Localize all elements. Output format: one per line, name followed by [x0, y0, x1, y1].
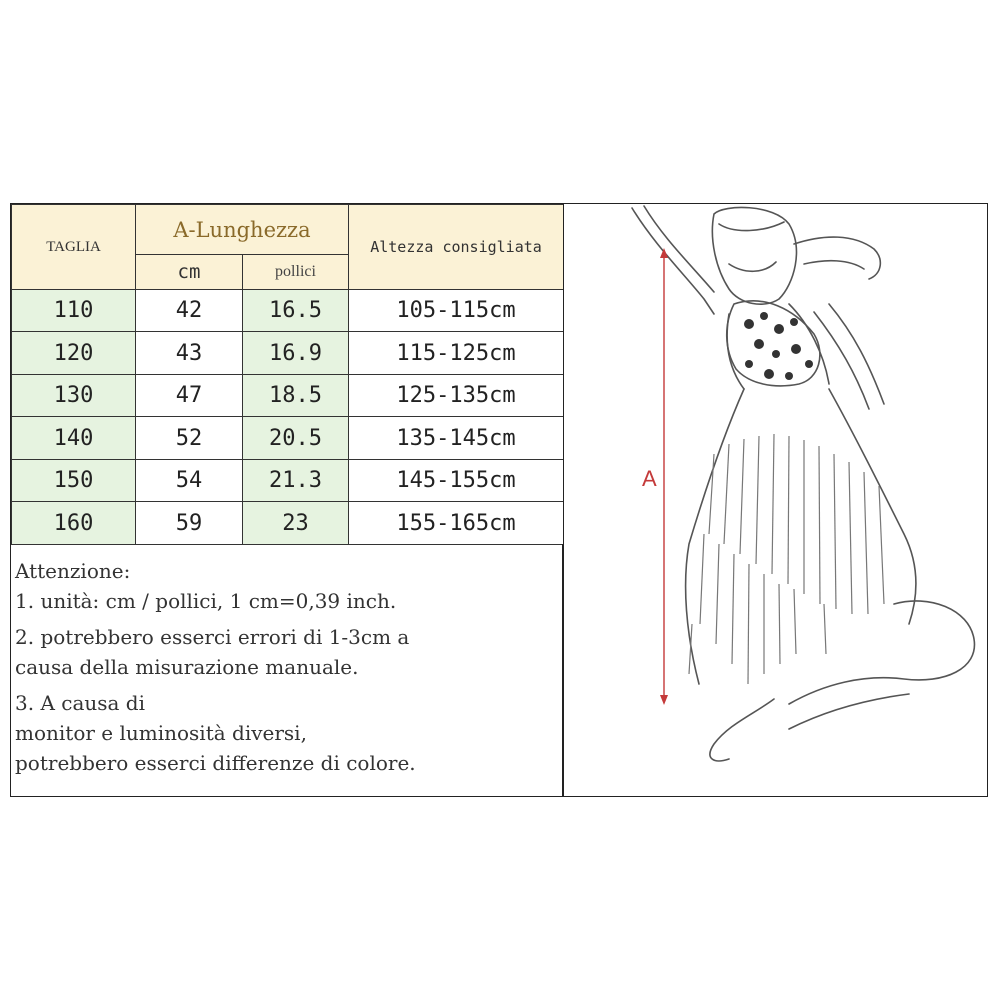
- note-2-line-2: causa della misurazione manuale.: [15, 655, 359, 679]
- table-row: [12, 375, 564, 417]
- table-row: [12, 460, 564, 502]
- height-cell: 155-165cm: [349, 502, 564, 545]
- cm-cell: 43: [136, 332, 243, 375]
- inches-cell: 23: [243, 502, 349, 545]
- size-chart: [10, 203, 988, 797]
- table-row: [12, 502, 564, 545]
- inches-cell: 16.5: [243, 290, 349, 332]
- note-2-line-1: 2. potrebbero esserci errori di 1-3cm a: [15, 625, 410, 649]
- height-cell: 105-115cm: [349, 290, 564, 332]
- table-row: [12, 290, 564, 332]
- table-row: [12, 417, 564, 460]
- dress-figure-panel: [563, 204, 988, 796]
- cm-cell: 54: [136, 460, 243, 502]
- cm-cell: 42: [136, 290, 243, 332]
- size-cell: 140: [12, 417, 136, 460]
- header-cm: cm: [136, 255, 243, 290]
- header-recommended-height: Altezza consigliata: [349, 205, 564, 290]
- size-cell: 150: [12, 460, 136, 502]
- size-cell: 130: [12, 375, 136, 417]
- note-1: 1. unità: cm / pollici, 1 cm=0,39 inch.: [15, 589, 397, 613]
- cm-cell: 52: [136, 417, 243, 460]
- table-row: [12, 332, 564, 375]
- cm-cell: 47: [136, 375, 243, 417]
- size-cell: 120: [12, 332, 136, 375]
- height-cell: 145-155cm: [349, 460, 564, 502]
- cm-cell: 59: [136, 502, 243, 545]
- size-cell: 160: [12, 502, 136, 545]
- note-3-line-1: 3. A causa di: [15, 691, 145, 715]
- note-3-line-2: monitor e luminosità diversi,: [15, 721, 307, 745]
- measure-a-label: A: [642, 466, 657, 491]
- header-length-group: A-Lunghezza: [136, 205, 349, 255]
- dancer-sketch-image: [564, 204, 988, 796]
- inches-cell: 20.5: [243, 417, 349, 460]
- height-cell: 135-145cm: [349, 417, 564, 460]
- header-size: TAGLIA: [12, 205, 136, 290]
- header-inches: pollici: [243, 255, 349, 290]
- height-cell: 115-125cm: [349, 332, 564, 375]
- inches-cell: 18.5: [243, 375, 349, 417]
- notes-title: Attenzione:: [15, 559, 131, 583]
- notes-panel: [11, 544, 563, 796]
- inches-cell: 16.9: [243, 332, 349, 375]
- inches-cell: 21.3: [243, 460, 349, 502]
- height-cell: 125-135cm: [349, 375, 564, 417]
- size-table: [11, 204, 564, 545]
- note-3-line-3: potrebbero esserci differenze di colore.: [15, 751, 416, 775]
- size-cell: 110: [12, 290, 136, 332]
